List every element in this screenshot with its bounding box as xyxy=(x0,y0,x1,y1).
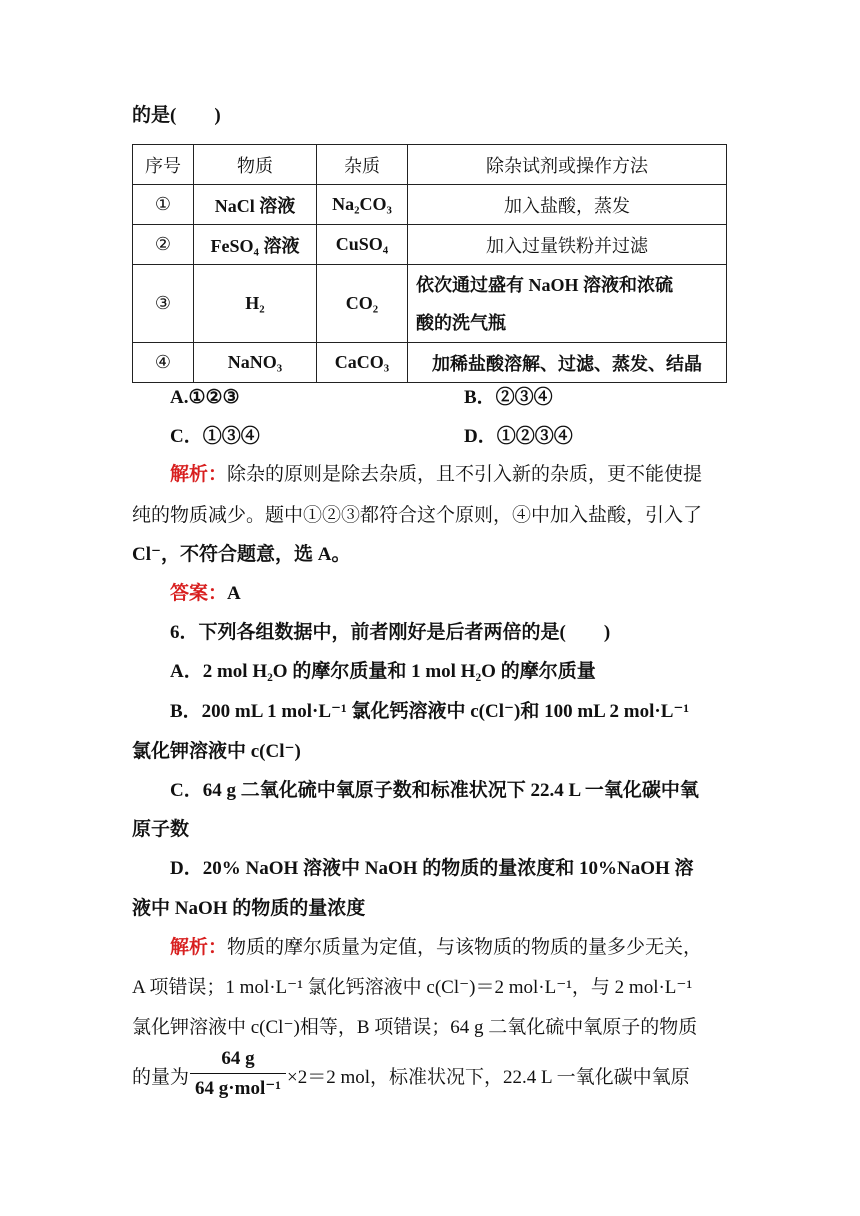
row-method: 加入盐酸，蒸发 xyxy=(408,185,727,225)
row-num: ④ xyxy=(133,343,194,383)
row-substance: FeSO₄ 溶液 xyxy=(194,225,317,265)
table-row xyxy=(133,265,727,343)
option-d: D．①②③④ xyxy=(464,426,573,447)
row-substance: H₂ xyxy=(194,265,317,343)
row-method: 加入过量铁粉并过滤 xyxy=(408,225,727,265)
row-method-line1: 依次通过盛有 NaOH 溶液和浓硫 xyxy=(416,274,673,295)
q6-option-d-line2: 液中 NaOH 的物质的量浓度 xyxy=(132,898,366,919)
fraction-numerator: 64 g xyxy=(221,1048,255,1069)
q5-analysis-line1 xyxy=(170,463,702,487)
mole-fraction xyxy=(190,1048,286,1100)
row-num: ③ xyxy=(133,265,194,343)
row-substance: NaCl 溶液 xyxy=(194,185,317,225)
q6-analysis-line4-post: ×2＝2 mol，标准状况下，22.4 L 一氧化碳中氧原 xyxy=(287,1067,690,1088)
q5-stem-tail: 的是( ) xyxy=(132,105,221,126)
header-impurity: 杂质 xyxy=(317,145,408,185)
analysis-label: 解析： xyxy=(170,937,228,958)
analysis-text: 物质的摩尔质量为定值，与该物质的物质的量多少无关， xyxy=(227,937,703,958)
q6-option-a: A．2 mol H₂O 的摩尔质量和 1 mol H₂O 的摩尔质量 xyxy=(170,661,596,682)
header-substance: 物质 xyxy=(194,145,317,185)
row-method xyxy=(408,265,727,343)
q6-option-c-line2: 原子数 xyxy=(132,819,190,840)
row-impurity: CaCO₃ xyxy=(317,343,408,383)
analysis-label: 解析： xyxy=(170,464,228,485)
row-substance: NaNO₃ xyxy=(194,343,317,383)
row-num: ① xyxy=(133,185,194,225)
q5-analysis-line2: 纯的物质减少。题中①②③都符合这个原则，④中加入盐酸，引入了 xyxy=(132,505,703,526)
table-header-row xyxy=(133,145,727,185)
q5-analysis-line3: Cl⁻，不符合题意，选 A。 xyxy=(132,544,351,565)
option-b: B．②③④ xyxy=(464,387,553,408)
row-impurity: CO₂ xyxy=(317,265,408,343)
table-row xyxy=(133,343,727,383)
header-num: 序号 xyxy=(133,145,194,185)
table-row xyxy=(133,225,727,265)
fraction-denominator: 64 g·mol⁻¹ xyxy=(195,1078,281,1099)
header-method: 除杂试剂或操作方法 xyxy=(408,145,727,185)
q6-option-d-line1: D．20% NaOH 溶液中 NaOH 的物质的量浓度和 10%NaOH 溶 xyxy=(170,858,694,879)
answer-label: 答案： xyxy=(170,583,228,604)
q5-answer xyxy=(170,582,241,606)
q6-analysis-line4-pre: 的量为 xyxy=(132,1067,190,1088)
option-a: A.①②③ xyxy=(170,387,240,408)
q6-analysis-line3: 氯化钾溶液中 c(Cl⁻)相等，B 项错误；64 g 二氧化硫中氧原子的物质 xyxy=(132,1017,698,1038)
option-c: C．①③④ xyxy=(170,426,260,447)
q6-analysis-line1 xyxy=(170,936,702,960)
q6-analysis-line2: A 项错误；1 mol·L⁻¹ 氯化钙溶液中 c(Cl⁻)＝2 mol·L⁻¹，与 2 mol·L⁻¹ xyxy=(132,977,693,998)
purification-table xyxy=(132,144,727,383)
q6-option-b-line1: B．200 mL 1 mol·L⁻¹ 氯化钙溶液中 c(Cl⁻)和 100 mL 2 mol·L⁻¹ xyxy=(170,701,690,722)
q6-stem: 6．下列各组数据中，前者刚好是后者两倍的是( ) xyxy=(170,622,611,643)
q6-option-b-line2: 氯化钾溶液中 c(Cl⁻) xyxy=(132,741,301,762)
row-method-line2: 酸的洗气瓶 xyxy=(416,312,506,333)
row-impurity: Na₂CO₃ xyxy=(317,185,408,225)
analysis-text: 除杂的原则是除去杂质，且不引入新的杂质，更不能使提 xyxy=(227,464,703,485)
answer-value: A xyxy=(227,583,241,604)
row-method: 加稀盐酸溶解、过滤、蒸发、结晶 xyxy=(408,343,727,383)
table-row xyxy=(133,185,727,225)
q6-option-c-line1: C．64 g 二氧化硫中氧原子数和标准状况下 22.4 L 一氧化碳中氧 xyxy=(170,780,699,801)
row-impurity: CuSO₄ xyxy=(317,225,408,265)
row-num: ② xyxy=(133,225,194,265)
fraction-bar xyxy=(190,1073,286,1074)
